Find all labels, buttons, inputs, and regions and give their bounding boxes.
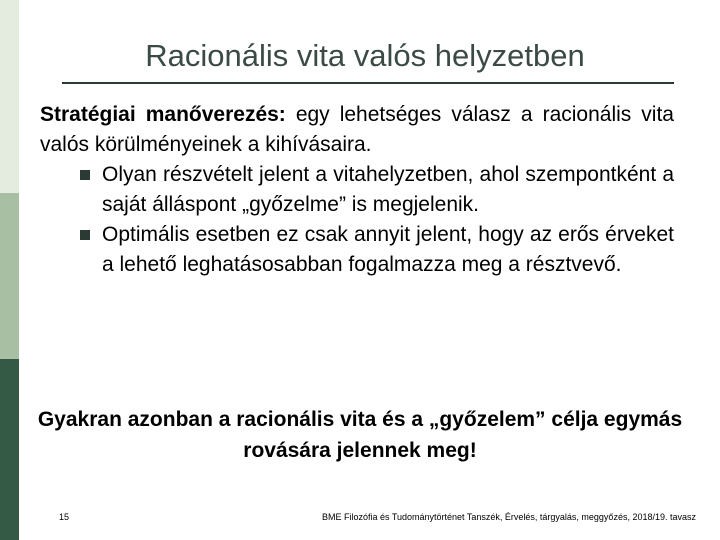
- sidebar-band-dark: [0, 359, 19, 540]
- sidebar-band-medium: [0, 193, 19, 359]
- footer-text: BME Filozófia és Tudománytörténet Tanszék, Érvelés, tárgyalás, meggyőzés, 2018/19. tavasz: [321, 512, 696, 522]
- bullet-text: Optimális esetben ez csak annyit jelent, hogy az erős érveket a lehető leghatásosabban fogalmazza meg a résztvevő.: [102, 223, 674, 276]
- highlight-statement: Gyakran azonban a racionális vita és a „győzelem” célja egymás rovására jelennek meg!: [37, 408, 683, 462]
- intro-paragraph: [40, 100, 674, 160]
- square-bullet-icon: [80, 170, 90, 180]
- intro-term: Stratégiai manőverezés:: [40, 103, 286, 126]
- bullet-text: Olyan részvételt jelent a vitahelyzetben, ahol szempontként a saját álláspont „győzelme” is megjelenik.: [102, 163, 674, 216]
- slide-body: [40, 100, 674, 280]
- square-bullet-icon: [80, 230, 90, 240]
- slide-title: Racionális vita valós helyzetben: [145, 38, 585, 73]
- bullet-item: [40, 160, 674, 220]
- title-divider: [62, 82, 674, 84]
- sidebar-band-light: [0, 0, 19, 193]
- bullet-item: [40, 220, 674, 280]
- sidebar-decoration: [0, 0, 19, 540]
- intro-text: egy lehetséges válasz a racionális vita valós körülményeinek a kihívásaira.: [40, 103, 674, 156]
- page-number: 15: [59, 512, 70, 522]
